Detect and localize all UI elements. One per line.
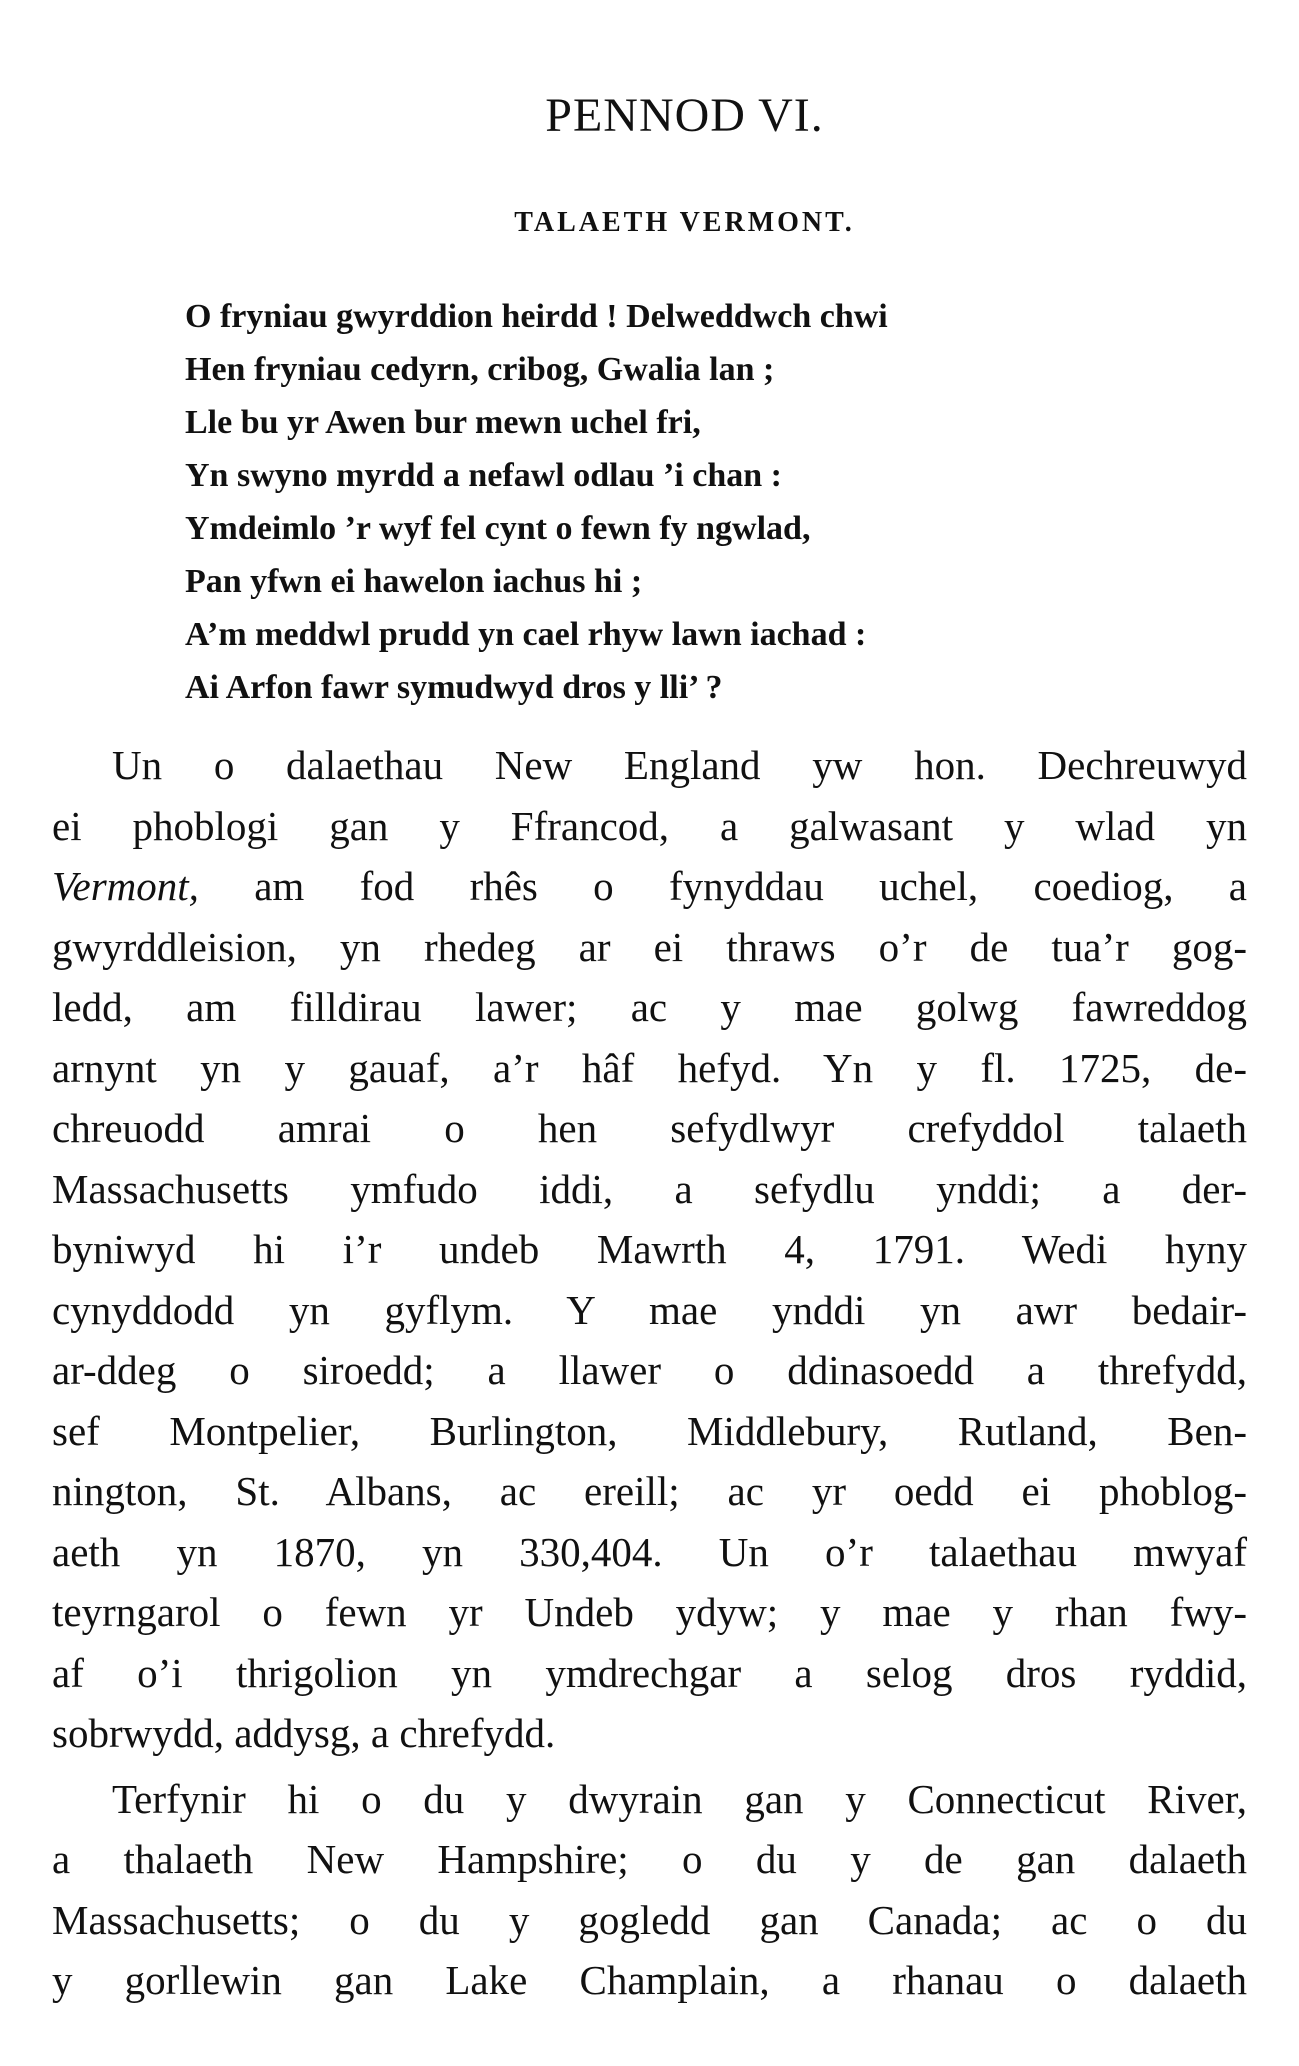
text-line: af o’i thrigolion yn ymdrechgar a selog dros ryddid, [52,1649,1247,1696]
poem-line: Pan yfwn ei hawelon iachus hi ; [185,563,643,600]
poem-line: Ai Arfon fawr symudwyd dros y lli’ ? [185,669,723,706]
text-line: Massachusetts; o du y gogledd gan Canada; ac o du [52,1896,1247,1943]
poem-line: Hen fryniau cedyrn, cribog, Gwalia lan ; [185,351,775,388]
text-line: gwyrddleision, yn rhedeg ar ei thraws o’r de tua’r gog- [52,923,1247,970]
chapter-title: PENNOD VI. [545,89,824,142]
text-line-rest: am fod rhês o fynyddau uchel, coediog, a [254,863,1248,909]
paragraph [52,1769,1247,2011]
text-line: arnynt yn y gauaf, a’r hâf hefyd. Yn y fl. 1725, de- [52,1044,1247,1091]
text-line: ei phoblogi gan y Ffrancod, a galwasant y wlad yn [52,802,1247,849]
text-line: Massachusetts ymfudo iddi, a sefydlu ynddi; a der- [52,1165,1247,1212]
poem-stanza [185,290,1185,714]
text-line: y gorllewin gan Lake Champlain, a rhanau o dalaeth [52,1957,1247,2003]
text-line: byniwyd hi i’r undeb Mawrth 4, 1791. Wedi hyny [52,1226,1247,1272]
italic-word: Vermont, [52,863,199,909]
text-line: chreuodd amrai o hen sefydlwyr crefyddol talaeth [52,1105,1247,1151]
section-title: TALAETH VERMONT. [514,207,855,238]
text-line: a thalaeth New Hampshire; o du y de gan dalaeth [52,1836,1247,1882]
poem-line: O fryniau gwyrddion heirdd ! Delweddwch chwi [185,298,888,335]
paragraph [52,735,1247,1764]
poem-line: Lle bu yr Awen bur mewn uchel fri, [185,404,701,441]
text-line: ledd, am filldirau lawer; ac y mae golwg fawreddog [52,984,1247,1030]
text-line: sobrwydd, addysg, a chrefydd. [52,1710,556,1756]
text-line: sef Montpelier, Burlington, Middlebury, Rutland, Ben- [52,1407,1247,1454]
poem-line: Yn swyno myrdd a nefawl odlau ’i chan : [185,457,782,494]
text-line: Un o dalaethau New England yw hon. Dechreuwyd [112,742,1247,788]
text-line: teyrngarol o fewn yr Undeb ydyw; y mae y rhan fwy- [52,1589,1247,1635]
text-line: cynyddodd yn gyflym. Y mae ynddi yn awr bedair- [52,1286,1247,1333]
text-line: nington, St. Albans, ac ereill; ac yr oedd ei phoblog- [52,1468,1247,1514]
text-line-with-italic [52,856,1247,917]
poem-line: Ymdeimlo ’r wyf fel cynt o fewn fy ngwlad, [185,510,811,547]
text-line: aeth yn 1870, yn 330,404. Un o’r talaethau mwyaf [52,1528,1247,1575]
text-line: ar-ddeg o siroedd; a llawer o ddinasoedd a threfydd, [52,1347,1247,1393]
poem-line: A’m meddwl prudd yn cael rhyw lawn iachad : [185,616,867,653]
body-text [52,735,1247,2011]
text-line: Terfynir hi o du y dwyrain gan y Connecticut River, [112,1775,1247,1822]
